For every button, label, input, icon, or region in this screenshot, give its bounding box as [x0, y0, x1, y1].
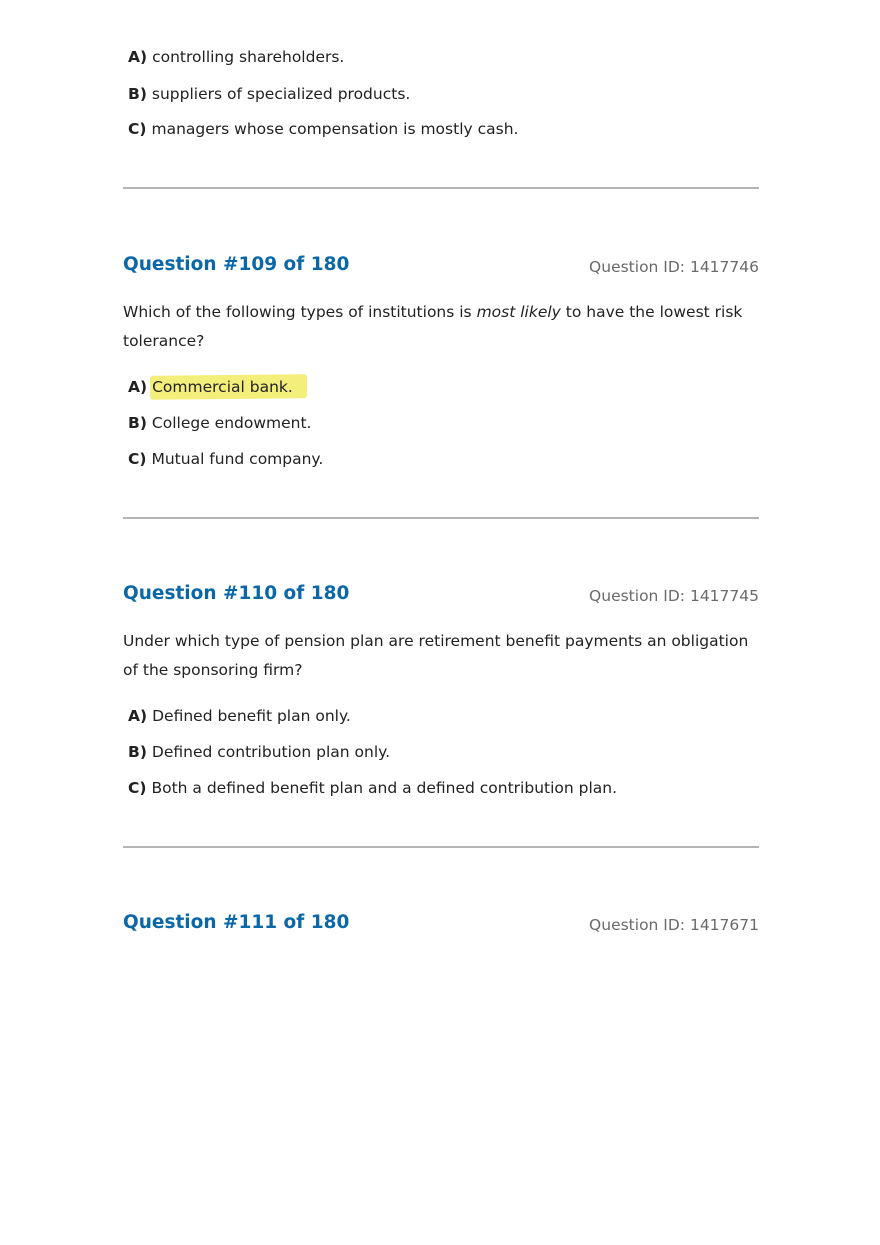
choice-letter: B) [128, 85, 147, 103]
choice-letter: C) [128, 779, 147, 797]
question-title: Question #111 of 180 [123, 912, 350, 933]
stem-text: Which of the following types of institutions is [123, 303, 477, 321]
stem-emphasis: most likely [476, 303, 561, 321]
question-header [123, 583, 759, 613]
question-id: Question ID: 1417746 [589, 258, 759, 276]
choice-letter: A) [128, 707, 148, 725]
question-title: Question #110 of 180 [123, 583, 350, 604]
choice-letter: C) [128, 120, 147, 138]
highlighted-choice-text: Commercial bank. [152, 378, 293, 396]
choice-letter: C) [128, 450, 147, 468]
answer-choice[interactable] [128, 46, 344, 68]
answer-choice[interactable] [128, 376, 293, 398]
choice-text: controlling shareholders. [152, 48, 345, 66]
question-header [123, 912, 759, 942]
choice-text: Mutual fund company. [151, 450, 324, 468]
answer-choice[interactable] [128, 412, 312, 434]
stem-text: to have the lowest risk tolerance? [123, 303, 743, 350]
choice-text: suppliers of specialized products. [151, 85, 411, 103]
choice-text: Defined benefit plan only. [152, 707, 351, 725]
choice-letter: A) [128, 378, 148, 396]
answer-choice[interactable] [128, 777, 617, 799]
answer-choice[interactable] [128, 741, 390, 763]
choice-text: managers whose compensation is mostly cash. [151, 120, 519, 138]
choice-text: Both a defined benefit plan and a defined contribution plan. [151, 779, 618, 797]
choice-text: Defined contribution plan only. [151, 743, 391, 761]
question-stem: Under which type of pension plan are retirement benefit payments an obligation of the sponsoring firm? [123, 632, 749, 679]
answer-choice[interactable] [128, 83, 410, 105]
choice-letter: B) [128, 414, 147, 432]
section-divider [123, 846, 759, 848]
section-divider [123, 517, 759, 519]
question-header [123, 254, 759, 284]
question-title: Question #109 of 180 [123, 254, 350, 275]
answer-choice[interactable] [128, 705, 351, 727]
choice-text: College endowment. [151, 414, 312, 432]
question-id: Question ID: 1417671 [589, 916, 759, 934]
answer-choice[interactable] [128, 448, 323, 470]
question-id: Question ID: 1417745 [589, 587, 759, 605]
section-divider [123, 187, 759, 189]
choice-letter: A) [128, 48, 148, 66]
question-stem [123, 298, 759, 356]
choice-letter: B) [128, 743, 147, 761]
answer-choice[interactable] [128, 118, 518, 140]
